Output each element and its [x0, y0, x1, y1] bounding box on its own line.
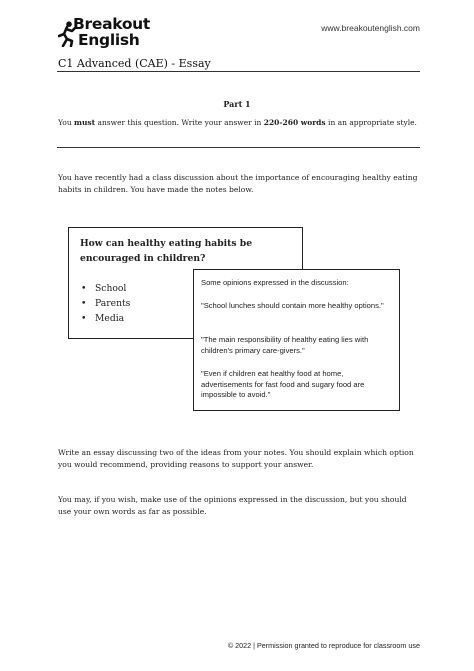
notes-item-parents: • Parents [81, 296, 130, 311]
logo-text-breakout: Breakout [73, 15, 151, 33]
part-heading: Part 1 [223, 99, 251, 109]
notes-question: How can healthy eating habits be encouraged in children? [80, 238, 253, 264]
must-emphasis: must [74, 118, 96, 127]
notes-item-school: • School [81, 281, 130, 296]
task-paragraph: Write an essay discussing two of the ideas from your notes. You should explain which option you would recommend, providing reasons to support your answer. [58, 448, 414, 469]
word-count: 220-260 words [263, 118, 326, 127]
opinion-item: "School lunches should contain more healthy options." [201, 301, 384, 310]
opinion-item: "The main responsibility of healthy eating lies with children's primary care-givers." [201, 335, 369, 355]
document-title: C1 Advanced (CAE) - Essay [58, 57, 211, 70]
logo-text-english: English [78, 31, 140, 49]
opinions-box [193, 269, 400, 411]
brand-logo [58, 14, 168, 50]
task-instructions: You must answer this question. Write your answer in 220-260 words in an appropriate style. [58, 118, 417, 127]
opinion-item: "Even if children eat healthy food at home, advertisements for fast food and sugary food are impossible to avoid." [201, 369, 365, 399]
footer-copyright: © 2022 | Permission granted to reproduce for classroom use [227, 641, 420, 650]
header-divider [57, 71, 420, 72]
opinions-heading: Some opinions expressed in the discussion: [201, 278, 349, 287]
notes-item-media: • Media [81, 311, 130, 326]
intro-paragraph: You have recently had a class discussion about the importance of encouraging healthy eating habits in children. You have made the notes below. [58, 173, 418, 194]
site-url[interactable]: www.breakoutenglish.com [321, 23, 420, 33]
notes-list [81, 281, 130, 326]
note-paragraph: You may, if you wish, make use of the opinions expressed in the discussion, but you should use your own words as far as possible. [58, 495, 407, 516]
instructions-divider [57, 147, 420, 148]
